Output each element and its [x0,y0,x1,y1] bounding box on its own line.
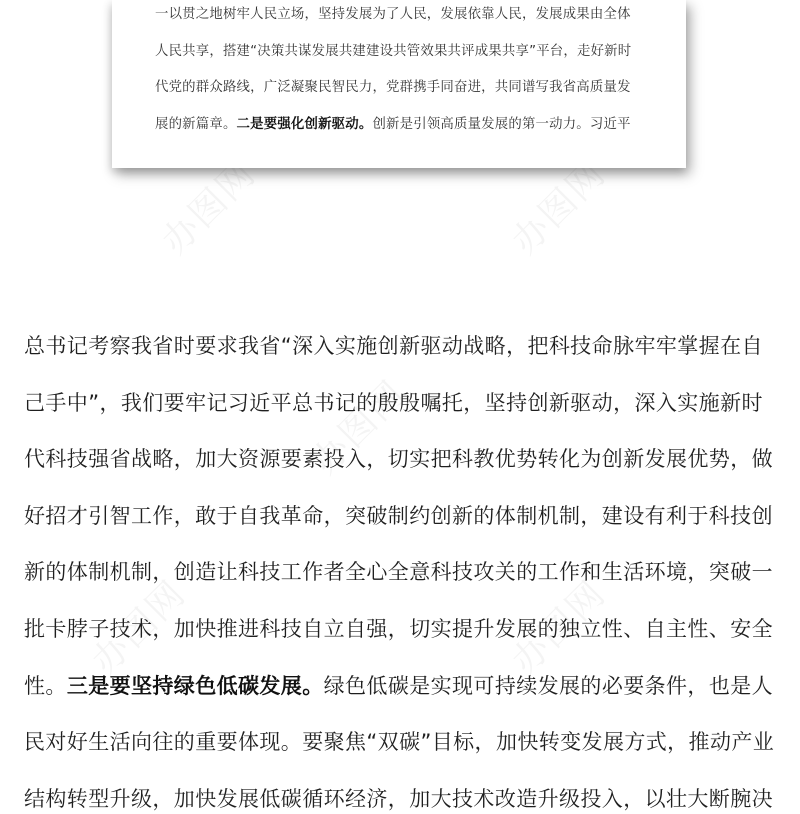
body-line-6: 批卡脖子技术，加快推进科技自立自强，切实提升发展的独立性、自主性、安全 [24,617,773,641]
body-line-7 [24,671,780,701]
body-bold-heading: 三是要坚持绿色低碳发展。 [66,674,324,698]
body-line-3: 代科技强省战略，加大资源要素投入，切实把科教优势转化为创新发展优势，做 [24,447,773,471]
body-line-7-head: 性。 [24,674,67,698]
card-line-2: 人民共享，搭建“决策共谋发展共建建设共管效果共评成果共享”平台，走好新时 [155,44,632,59]
watermark: 办图网 [504,152,614,263]
watermark: 办图网 [154,152,264,263]
card-line-4 [155,117,655,133]
card-line-4-tail: 创新是引领高质量发展的第一动力。习近平 [372,117,631,132]
body-line-8: 民对好生活向往的重要体现。要聚焦“双碳”目标，加快转变发展方式，推动产业 [24,730,775,754]
body-line-1: 总书记考察我省时要求我省“深入实施创新驱动战略，把科技命脉牢牢掌握在自 [24,334,763,358]
card-line-3: 代党的群众路线，广泛凝聚民智民力，党群携手同奋进，共同谱写我省高质量发 [155,80,631,95]
watermark: 办图网 [504,572,614,683]
body-line-9: 结构转型升级，加快发展低碳循环经济，加大技术改造升级投入，以壮大断腕决 [24,787,773,811]
body-line-2: 己手中”，我们要牢记习近平总书记的殷殷嘱托，坚持创新驱动，深入实施新时 [24,391,763,415]
document-excerpt-card [112,0,686,168]
card-line-1: 一以贯之地树牢人民立场，坚持发展为了人民，发展依靠人民，发展成果由全体 [155,7,631,22]
watermark: 办图网 [304,372,414,483]
card-bold-heading: 二是要强化创新驱动。 [236,117,373,132]
watermark: 办图网 [84,572,194,683]
body-line-4: 好招才引智工作，敢于自我革命，突破制约创新的体制机制，建设有利于科技创 [24,504,773,528]
body-line-7-tail: 绿色低碳是实现可持续发展的必要条件，也是人 [323,674,774,698]
card-line-4-head: 展的新篇章。 [155,117,237,132]
body-line-5: 新的体制机制，创造让科技工作者全心全意科技攻关的工作和生活环境，突破一 [24,560,773,584]
